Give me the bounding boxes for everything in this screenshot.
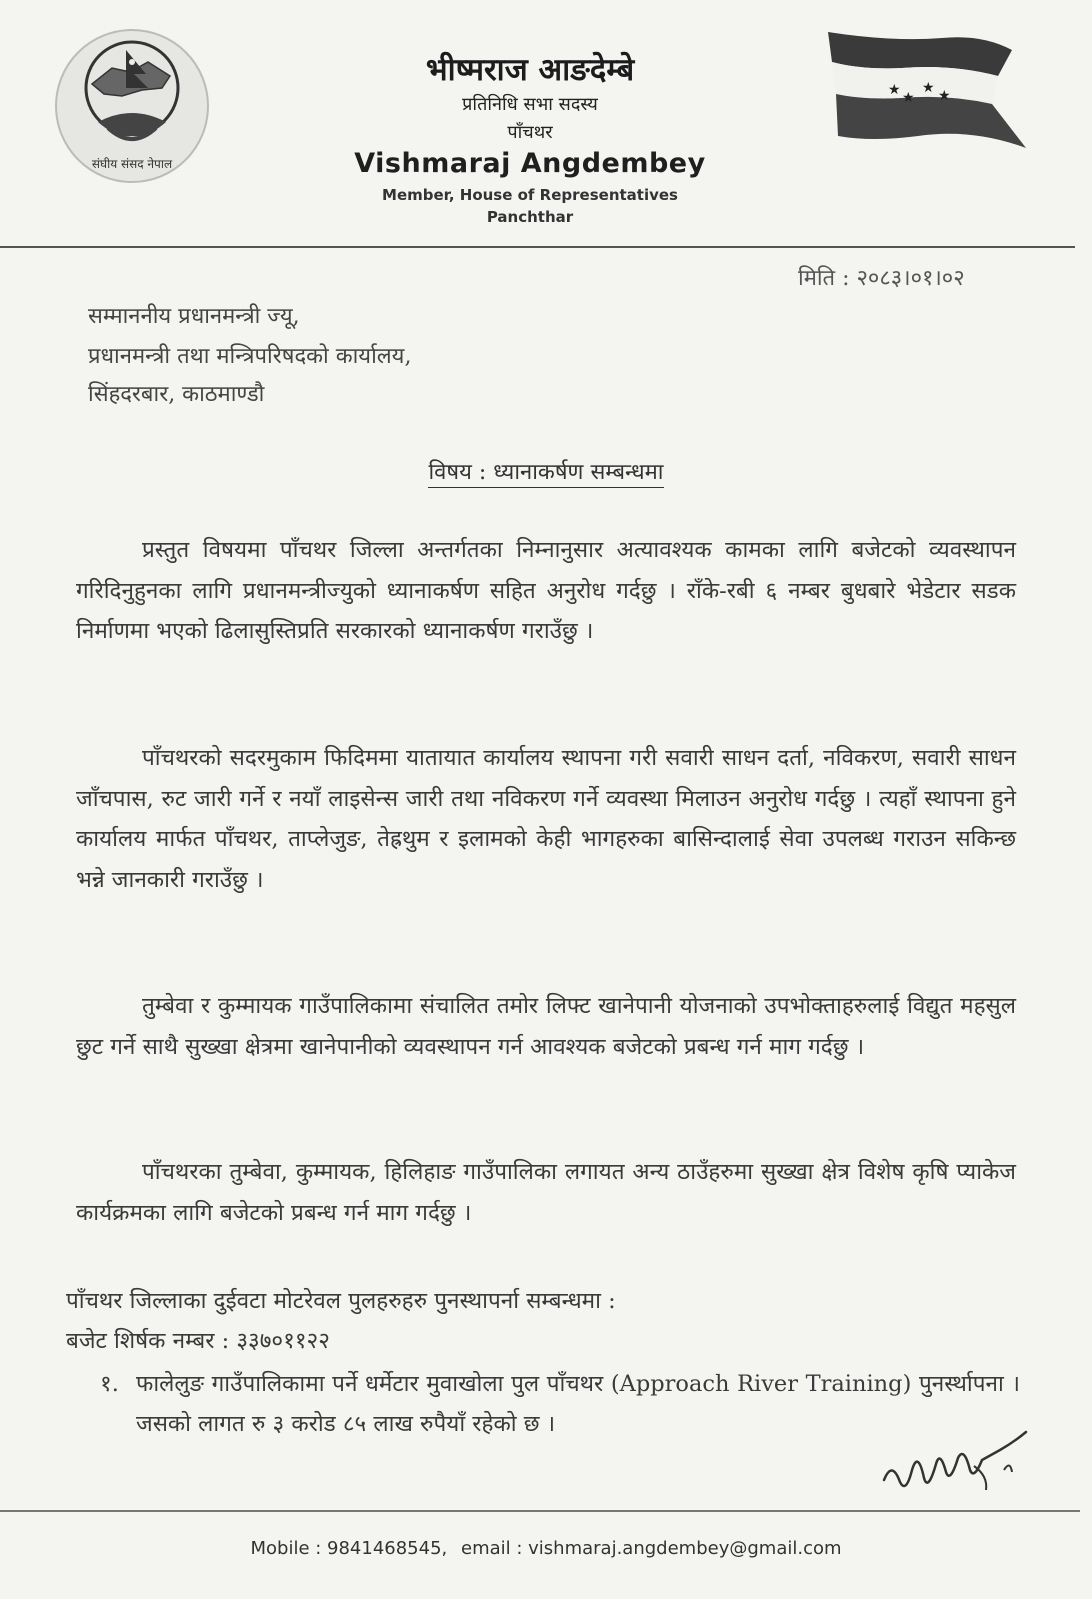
footer-divider bbox=[0, 1510, 1080, 1512]
footer-email: email : vishmaraj.angdembey@gmail.com bbox=[461, 1538, 842, 1559]
body-paragraph-4: पाँचथरका तुम्बेवा, कुम्मायक, हिलिहाङ गाउँपालिका लगायत अन्य ठाउँहरुमा सुख्खा क्षेत्र विशेष कृषि प्याकेज कार्यक्रमका लागि बजेटको प्रबन्ध गर्न माग गर्दछु । bbox=[76, 1159, 1016, 1226]
sender-name-english: Vishmaraj Angdembey bbox=[354, 148, 706, 179]
addressee-line-1: सम्माननीय प्रधानमन्त्री ज्यू, bbox=[88, 304, 300, 329]
svg-text:★: ★ bbox=[902, 90, 915, 106]
header-divider bbox=[0, 246, 1075, 248]
addressee-line-2: प्रधानमन्त्री तथा मन्त्रिपरिषदको कार्यालय, bbox=[88, 344, 412, 369]
budget-heading-number: बजेट शिर्षक नम्बर : ३३७०११२२ bbox=[66, 1328, 330, 1354]
footer-mobile: Mobile : 9841468545, bbox=[250, 1538, 448, 1559]
party-flag-logo bbox=[822, 28, 1032, 158]
svg-text:★: ★ bbox=[938, 88, 951, 104]
letter-subject bbox=[0, 456, 1092, 486]
sender-place-nepali: पाँचथर bbox=[507, 122, 553, 143]
sender-title-english: Member, House of Representatives bbox=[382, 186, 678, 204]
svg-text:★: ★ bbox=[922, 80, 935, 96]
bridges-heading: पाँचथर जिल्लाका दुईवटा मोटरेवल पुलहरुहरु पुनस्थापर्ना सम्बन्धमा : bbox=[66, 1288, 616, 1314]
contact-footer bbox=[0, 1538, 1092, 1559]
list-item-number: १. bbox=[100, 1371, 119, 1397]
svg-text:★: ★ bbox=[888, 82, 901, 98]
letter-date: मिति : २०८३।०१।०२ bbox=[798, 266, 965, 291]
handwritten-signature bbox=[878, 1420, 1038, 1510]
parliament-seal-logo bbox=[52, 26, 212, 186]
sender-place-english: Panchthar bbox=[486, 208, 574, 226]
sender-name-nepali: भीष्मराज आङदेम्बे bbox=[425, 52, 635, 88]
seal-text: संघीय संसद नेपाल bbox=[91, 157, 173, 171]
body-paragraph-2: पाँचथरको सदरमुकाम फिदिममा यातायात कार्यालय स्थापना गरी सवारी साधन दर्ता, नविकरण, सवारी साधन जाँचपास, रुट जारी गर्ने र नयाँ लाइसेन्स जारी तथा नविकरण गर्ने व्यवस्था मिलाउन अनुरोध गर्दछु । त्यहाँ स्थापना हुने कार्यालय मार्फत पाँचथर, ताप्लेजुङ, तेह्रथुम र इलामको केही भागहरुका बासिन्दालाई सेवा उपलब्ध गराउन सकिन्छ भन्ने जानकारी गराउँछु । bbox=[76, 745, 1016, 893]
sender-title-nepali: प्रतिनिधि सभा सदस्य bbox=[462, 94, 598, 115]
addressee-line-3: सिंहदरबार, काठमाण्डौ bbox=[88, 382, 265, 407]
list-item-text: फालेलुङ गाउँपालिकामा पर्ने धर्मेटार मुवाखोला पुल पाँचथर (Approach River Training) पुनर्स्थापना । जसको लागत रु ३ करोड ८५ लाख रुपैयाँ रहेको छ । bbox=[136, 1371, 1020, 1437]
body-paragraph-3: तुम्बेवा र कुम्मायक गाउँपालिकामा संचालित तमोर लिफ्ट खानेपानी योजनाको उपभोक्ताहरुलाई विद्युत महसुल छुट गर्ने साथै सुख्खा क्षेत्रमा खानेपानीको व्यवस्थापन गर्न आवश्यक बजेटको प्रबन्ध गर्न माग गर्दछु । bbox=[76, 993, 1016, 1060]
subject-text: विषय : ध्यानाकर्षण सम्बन्धमा bbox=[428, 460, 663, 488]
body-paragraph-1: प्रस्तुत विषयमा पाँचथर जिल्ला अन्तर्गतका निम्नानुसार अत्यावश्यक कामका लागि बजेटको व्यवस्थापन गरिदिनुहुनका लागि प्रधानमन्त्रीज्युको ध्यानाकर्षण सहित अनुरोध गर्दछु । राँके-रबी ६ नम्बर बुधबारे भेडेटार सडक निर्माणमा भएको ढिलासुस्तिप्रति सरकारको ध्यानाकर्षण गराउँछु । bbox=[76, 537, 1016, 644]
